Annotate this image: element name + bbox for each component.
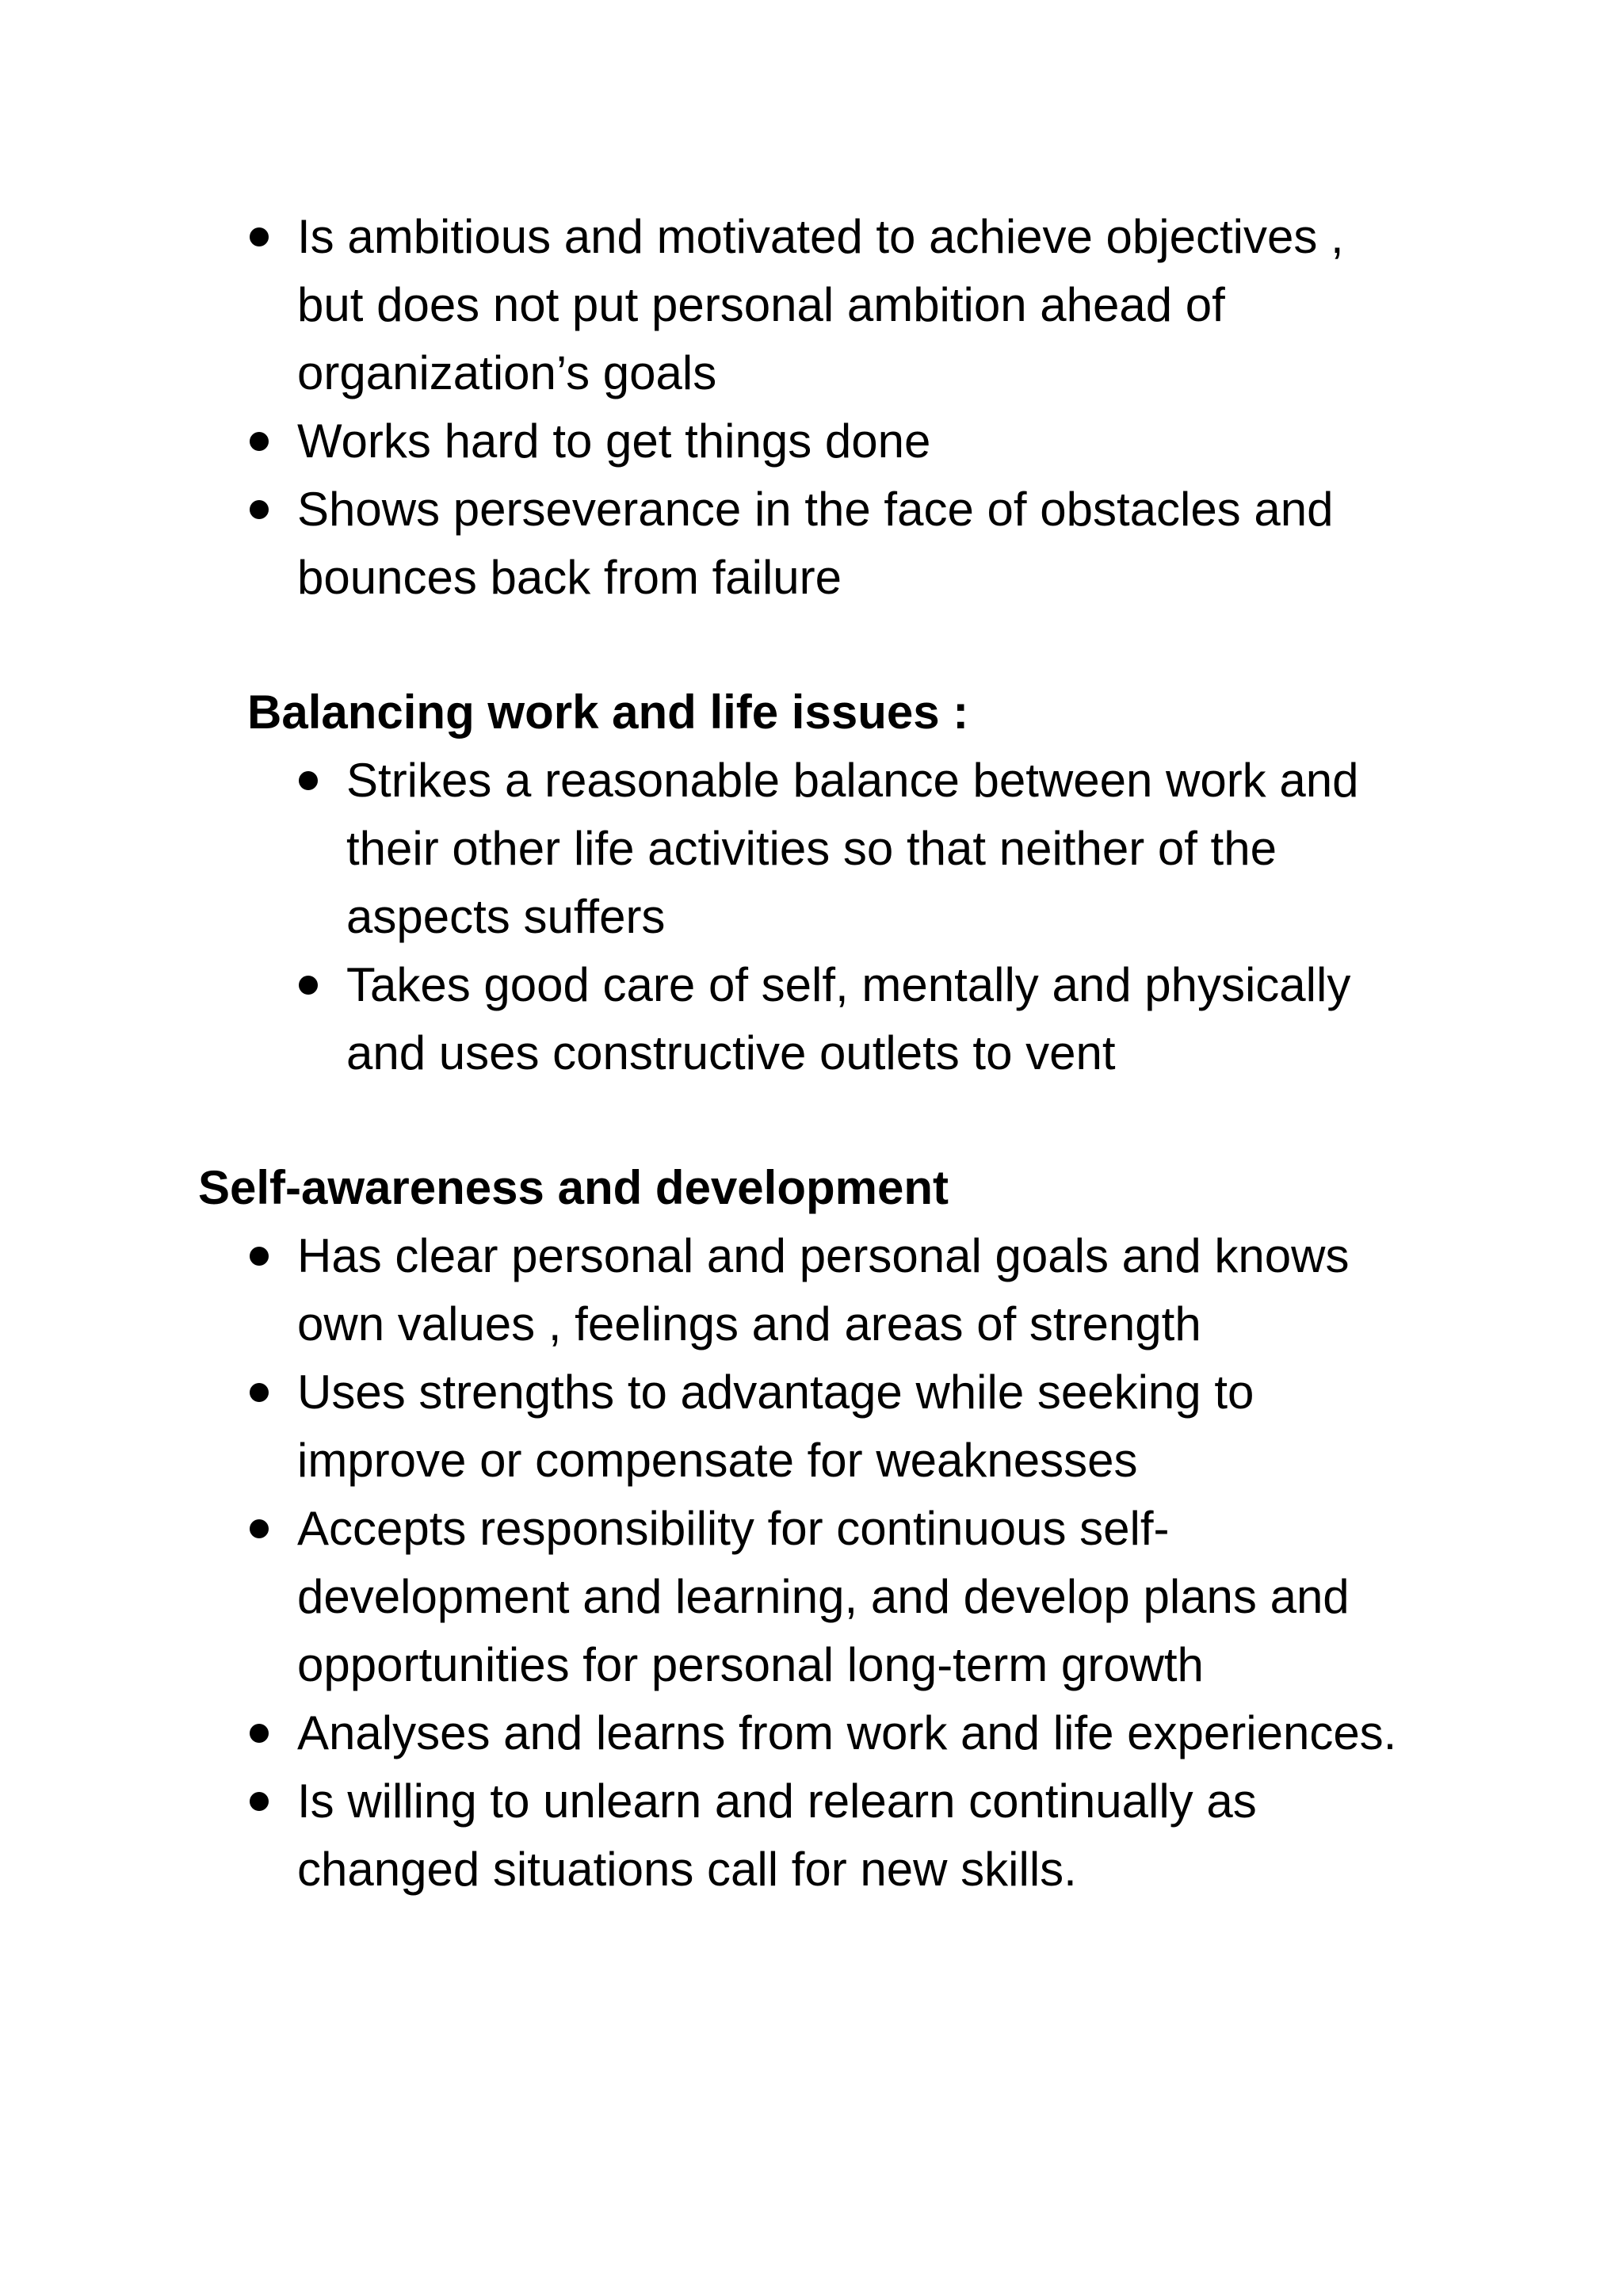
list-item	[297, 407, 1423, 476]
bullet-dot-icon	[250, 1383, 269, 1402]
list-item-text: Takes good care of self, mentally and physically and uses constructive outlets to vent	[346, 958, 1351, 1079]
section-heading-balancing: Balancing work and life issues :	[247, 686, 969, 739]
bullet-dot-icon	[250, 432, 269, 451]
bullet-dot-icon	[299, 771, 318, 790]
list-item-text: Is willing to unlearn and relearn continually as changed situations call for new skills.	[297, 1775, 1257, 1896]
list-item-text: Is ambitious and motivated to achieve objectives , but does not put personal ambition ahead of organization’s goals	[297, 210, 1344, 399]
bullet-list	[346, 747, 1432, 1087]
list-item	[297, 1767, 1423, 1904]
list-item	[297, 203, 1423, 407]
bullet-list	[297, 203, 1423, 612]
bullet-dot-icon	[250, 227, 269, 246]
section-heading-self-awareness: Self-awareness and development	[198, 1161, 949, 1214]
bullet-dot-icon	[250, 1519, 269, 1538]
bullet-list	[297, 1222, 1423, 1904]
list-item-text: Shows perseverance in the face of obstacles and bounces back from failure	[297, 483, 1334, 604]
list-item	[297, 1222, 1423, 1358]
section-balancing	[0, 747, 1623, 1087]
bullet-dot-icon	[250, 1792, 269, 1811]
list-item-text: Strikes a reasonable balance between work and their other life activities so that neither of the aspects suffers	[346, 754, 1359, 943]
section-self-awareness	[0, 1222, 1623, 1904]
list-item	[346, 951, 1432, 1087]
list-item-text: Has clear personal and personal goals and knows own values , feelings and areas of strength	[297, 1229, 1350, 1350]
list-item	[297, 1358, 1423, 1495]
list-item	[297, 476, 1423, 612]
list-item-text: Analyses and learns from work and life experiences.	[297, 1706, 1397, 1759]
list-item-text: Works hard to get things done	[297, 415, 931, 468]
section-ambition	[0, 203, 1623, 612]
bullet-dot-icon	[250, 1247, 269, 1266]
bullet-dot-icon	[250, 1724, 269, 1743]
list-item	[346, 747, 1432, 951]
list-item	[297, 1699, 1423, 1767]
list-item	[297, 1495, 1423, 1699]
list-item-text: Accepts responsibility for continuous self-development and learning, and develop plans and opportunities for personal long-term growth	[297, 1502, 1350, 1691]
list-item-text: Uses strengths to advantage while seeking to improve or compensate for weaknesses	[297, 1366, 1254, 1487]
bullet-dot-icon	[250, 500, 269, 519]
bullet-dot-icon	[299, 976, 318, 995]
